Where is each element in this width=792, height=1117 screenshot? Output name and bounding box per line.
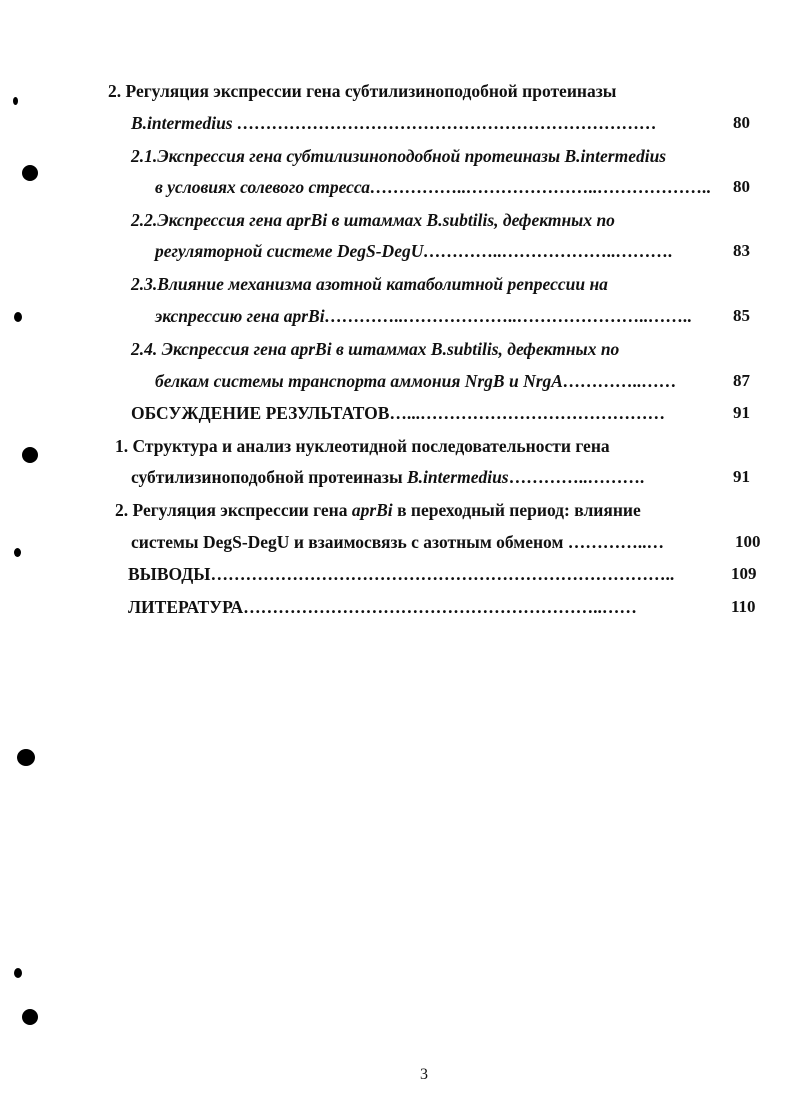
page-footer-number: 3	[420, 1066, 428, 1083]
toc-entry-title: 2.4. Экспрессия гена aprBi в штаммах B.subtilis, дефектных по	[131, 339, 620, 359]
toc-text: 2. Регуляция экспрессии гена	[115, 500, 352, 520]
toc-entry-title: белкам системы транспорта аммония NrgB и NrgA…………..……	[155, 371, 677, 391]
toc-page-number: 83	[733, 241, 750, 260]
toc-entry-title: регуляторной системе DegS-DegU…………..………………..……….	[155, 241, 673, 261]
toc-page-number: 80	[733, 113, 750, 132]
punch-hole	[22, 165, 38, 181]
toc-entry-title: ОБСУЖДЕНИЕ РЕЗУЛЬТАТОВ…...……………………………………	[131, 403, 666, 423]
toc-text: в переходный период: влияние	[392, 500, 641, 520]
toc-page-number: 100	[735, 532, 761, 551]
punch-hole	[22, 1009, 38, 1025]
toc-page-number: 110	[731, 597, 756, 616]
toc-text-italic: B.intermedius	[407, 467, 509, 487]
toc-entry-title: 2. Регуляция экспрессии гена субтилизиноподобной протеиназы	[108, 81, 617, 101]
toc-entry-title: в условиях солевого стресса……………..…………………..………………..	[155, 177, 712, 197]
punch-hole	[14, 312, 22, 322]
toc-page-number: 80	[733, 177, 750, 196]
toc-text: субтилизиноподобной протеиназы	[131, 467, 407, 487]
toc-entry-title: 2.3.Влияние механизма азотной катаболитной репрессии на	[131, 274, 608, 294]
punch-hole	[17, 749, 35, 766]
punch-hole	[14, 968, 22, 978]
toc-page-number: 87	[733, 371, 750, 390]
toc-page-number: 91	[733, 403, 750, 422]
toc-entry-title: 2.2.Экспрессия гена aprBi в штаммах B.subtilis, дефектных по	[131, 210, 615, 230]
punch-hole	[14, 548, 21, 557]
toc-page-number: 91	[733, 467, 750, 486]
toc-entry-title: ВЫВОДЫ……………………………………………………………………..	[128, 564, 675, 584]
toc-entry-title: 1. Структура и анализ нуклеотидной последовательности гена	[115, 436, 610, 456]
punch-hole	[22, 447, 38, 463]
toc-entry-title: системы DegS-DegU и взаимосвязь с азотным обменом …………..…	[131, 532, 665, 552]
punch-hole	[13, 97, 18, 105]
toc-leader-dots: …………..……….	[508, 467, 645, 487]
toc-entry-title: ЛИТЕРАТУРА……………………………………………………..……	[128, 597, 637, 617]
toc-entry-title	[115, 499, 641, 521]
toc-page-number: 85	[733, 306, 750, 325]
toc-entry-title: экспрессию гена aprBi…………..………………..…………………..……..	[155, 306, 693, 326]
toc-page-number: 109	[731, 564, 757, 583]
toc-text-italic: aprBi	[351, 500, 393, 520]
toc-entry-title	[131, 466, 644, 488]
toc-entry-title: 2.1.Экспрессия гена субтилизиноподобной протеиназы B.intermedius	[131, 146, 667, 166]
toc-entry-title: B.intermedius ………………………………………………………………	[131, 113, 657, 133]
